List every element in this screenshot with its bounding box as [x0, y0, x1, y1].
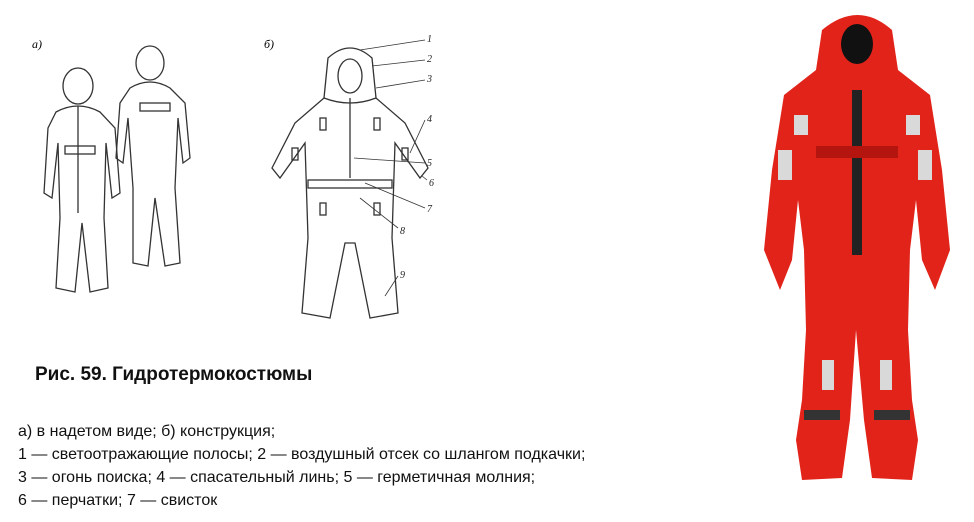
callout-5: 5 — [427, 158, 432, 169]
caption-line: 6 — перчатки; 7 — свисток — [18, 492, 218, 509]
figure-title: Рис. 59. Гидротермокостюмы — [35, 364, 313, 385]
callout-1: 1 — [427, 34, 432, 45]
callout-4: 4 — [427, 114, 432, 125]
caption-line: 3 — огонь поиска; 4 — спасательный линь; 5 — герметичная молния; — [18, 469, 536, 486]
callout-2: 2 — [427, 54, 432, 65]
callout-8: 8 — [400, 226, 405, 237]
panel-b-label: б) — [264, 37, 275, 51]
callout-7: 7 — [427, 204, 432, 215]
callout-3: 3 — [427, 74, 432, 85]
figure-b-construction — [250, 28, 460, 333]
caption-line: а) в надетом виде; б) конструкция; — [18, 423, 276, 440]
figure-caption — [18, 420, 585, 512]
callout-6: 6 — [429, 178, 434, 189]
figure-a-worn-suits — [20, 28, 230, 313]
red-immersion-suit-photo — [740, 0, 974, 522]
callout-9: 9 — [400, 270, 405, 281]
panel-a-label: а) — [32, 37, 42, 51]
caption-line: 1 — светоотражающие полосы; 2 — воздушный отсек со шлангом подкачки; — [18, 446, 586, 463]
